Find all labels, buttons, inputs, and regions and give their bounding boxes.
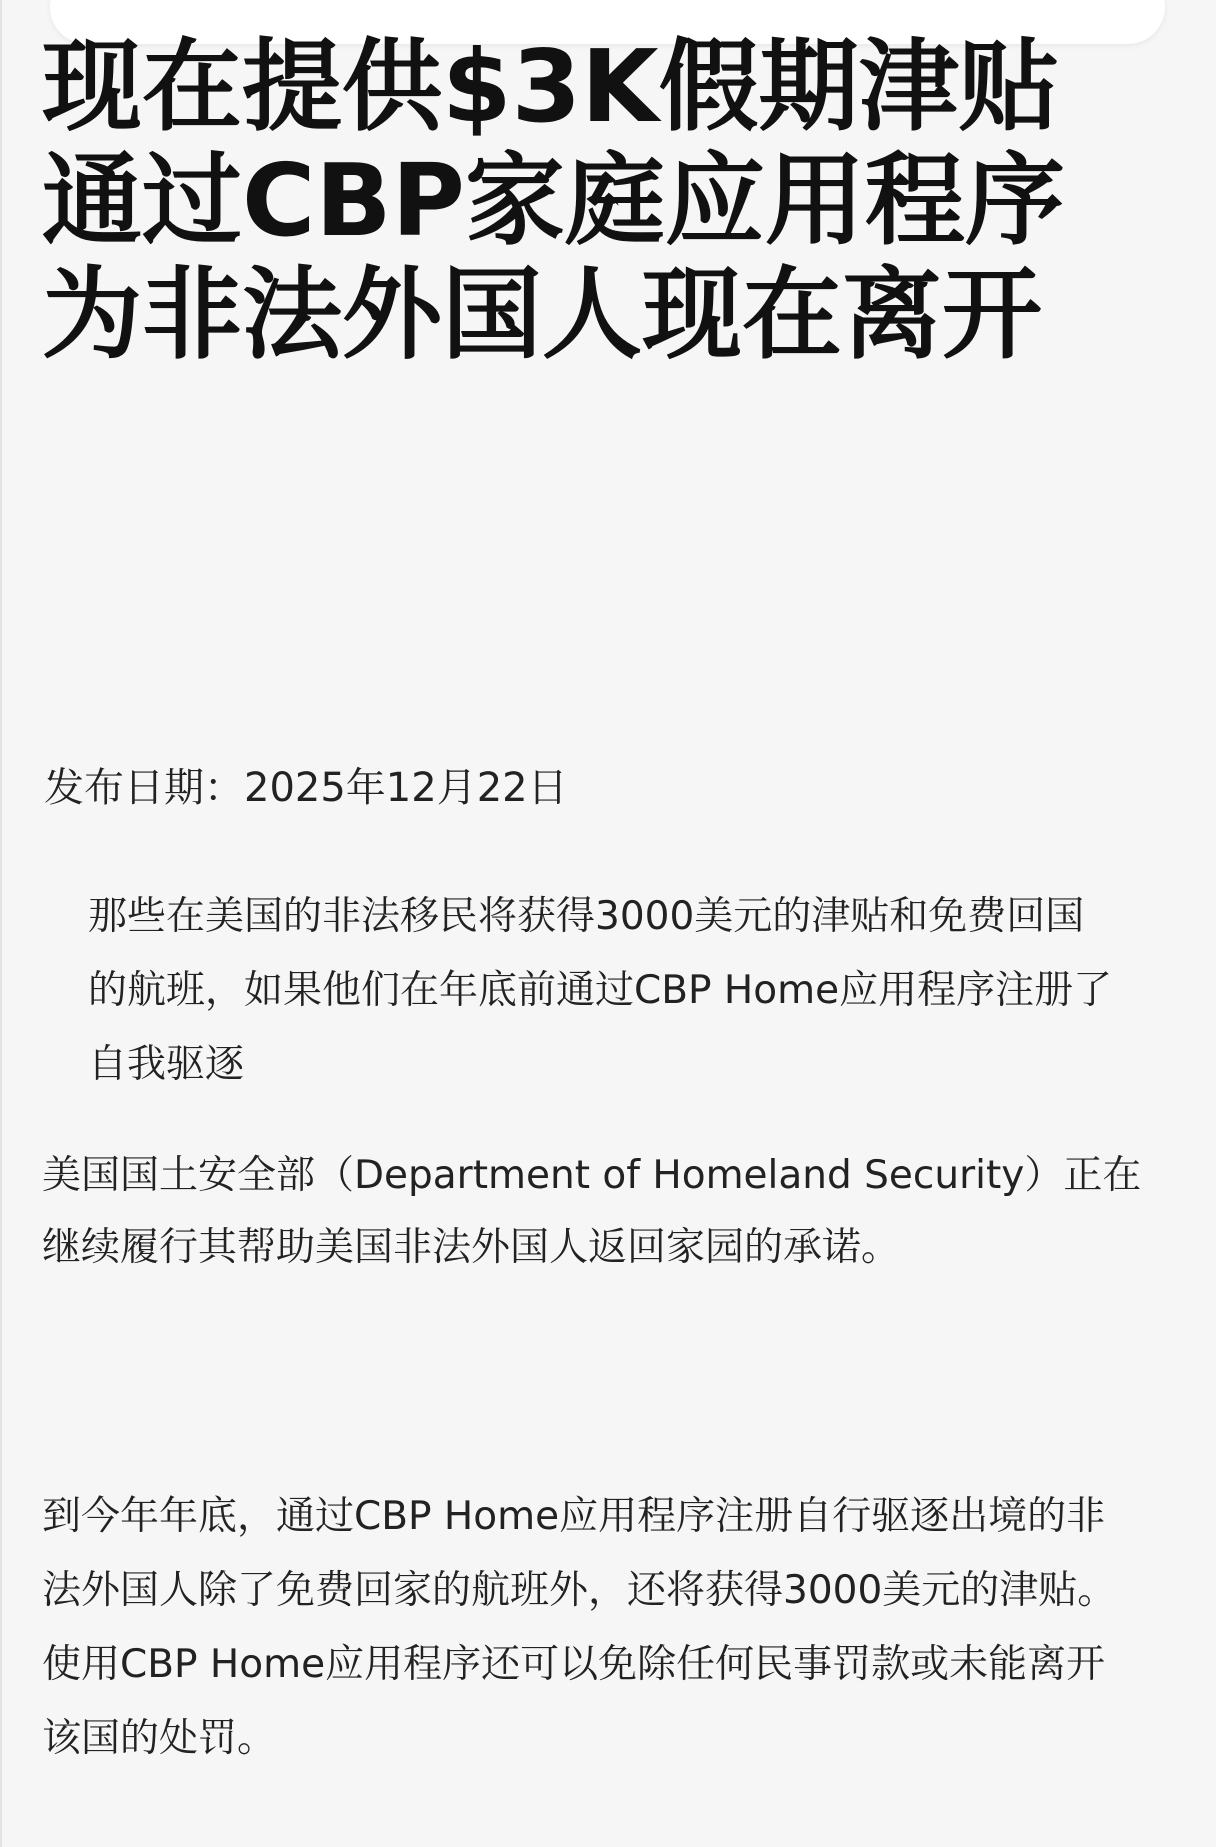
- article-headline: 现在提供$3K假期津贴通过CBP家庭应用程序为非法外国人现在离开: [42, 28, 1065, 373]
- left-edge-divider: [0, 0, 2, 1847]
- publish-date: 发布日期：2025年12月22日: [44, 765, 568, 811]
- article-paragraph-1: 美国国土安全部（Department of Homeland Security）正在继续履行其帮助美国非法外国人返回家园的承诺。: [42, 1153, 1142, 1270]
- article-paragraph-2: 到今年年底，通过CBP Home应用程序注册自行驱逐出境的非法外国人除了免费回家的航班外，还将获得3000美元的津贴。使用CBP Home应用程序还可以免除任何民事罚款或未能离开该国的处罚。: [42, 1494, 1117, 1761]
- article-summary: 那些在美国的非法移民将获得3000美元的津贴和免费回国的航班，如果他们在年底前通过CBP Home应用程序注册了自我驱逐: [88, 894, 1113, 1087]
